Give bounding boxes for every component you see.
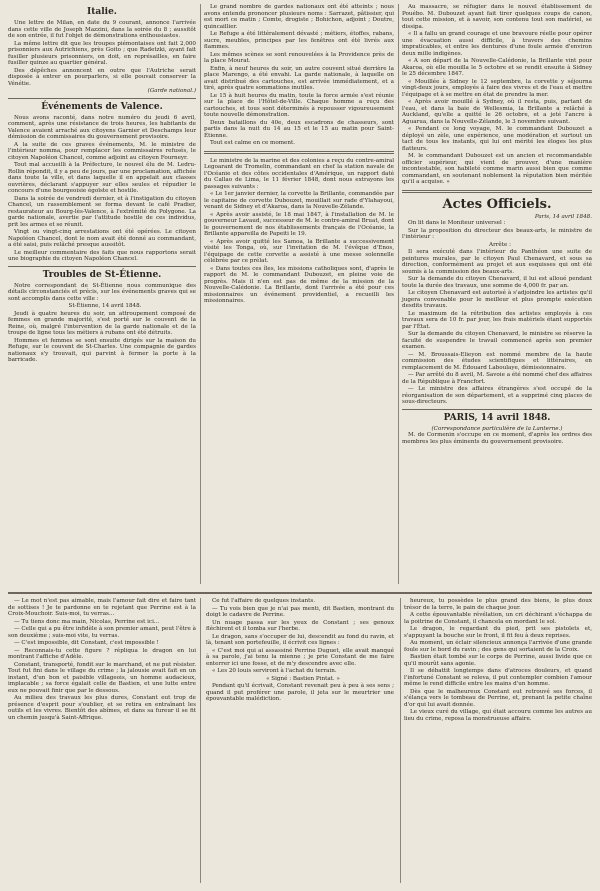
paragraph: La même lettre dit que les troupes piémontaises ont fait 2,000 prisonniers aux Autrichiens, près Goito ; que Radetzki, ayant fait fusiller plusieurs prisonniers, on doit, en représailles, en faire fusiller quinze au quartier général.: [8, 40, 196, 66]
paragraph: Le meilleur commentaire des faits que nous rapportons serait une biographie du citoyen Napoléon Chancel.: [8, 249, 196, 262]
paragraph: Notre correspondant de St-Étienne nous communique des détails circonstanciés et précis, sur les événements graves qui se sont accomplis dans cette ville :: [8, 282, 196, 302]
source-signature: (Garde national.): [147, 88, 196, 94]
subtitle: (Correspondance particulière de la Lanterne.): [431, 425, 563, 432]
paragraph: Le dragon, sans s'occuper de lui, descendit au fond du ravin, et là, tenant son portefeuille, il écrivit ces lignes :: [206, 633, 394, 646]
section-title-paris: PARIS, 14 avril 1848.: [443, 412, 551, 423]
paragraph: Le dragon, le regardant du pied, prit ses pistolets et, s'appuyant la bouche sur le front, il fit feu à deux reprises.: [404, 626, 592, 639]
paragraph: — Celle qui a pu être infidèle à son premier amant, peut l'être à son deuxième ; suis-moi vite, tu verras.: [8, 626, 196, 639]
paragraph: Jeudi à quatre heures du soir, un attroupement composé de femmes en grande majorité, s'est porté sur le couvent de la Reine, où, malgré l'intervention de la garde nationale et de la troupe de ligne tous les métiers à rubans ont été détruits.: [8, 310, 196, 336]
paragraph: Pendant qu'il écrivait, Constant revenait peu à peu à ses sens ; quand il put proférer une parole, il jeta sur le meurtrier une épouvantable malédiction.: [206, 683, 394, 702]
paragraph: « Après avoir quitté les Samoa, la Brillante a successivement visité les Tonga, où, sur l'invitation de M. l'évêque d'Enos, l'équipage de cette corvette a assisté à une messe solennelle célébrée par ce prélat.: [204, 238, 394, 264]
paragraph: Le citoyen Chenavard est autorisé à s'adjoindre les artistes qu'il jugera convenable pour le meilleur et plus prompte exécution desdits travaux.: [402, 290, 592, 309]
feuilleton-column-2: [206, 598, 394, 704]
paragraph: Il se débattit longtemps dans d'atroces douleurs, et quand l'infortuné Constant se releva, il put contempler combien l'amour même le rend difficile entre les mains d'un homme.: [404, 668, 592, 687]
paragraph: « Dans toutes ces îles, les missions catholiques sont, d'après le rapport de M. le commandant Dubouzet, en pleine voie de progrès. Mais il n'en est pas de même de la mission de la Nouvelle-Calédonie. La Brillante, dont l'arrivée a été pour ces missionnaires un événement providentiel, a recueilli les missionnaires.: [204, 265, 394, 304]
paragraph: Au milieu des travaux les plus dures, Constant eut trop de présence d'esprit pour s'oublier, et se retira en entraînant les outils et les vivres. Bientôt des abîmes, et dans sa fureur il se fit un chemin jusqu'à Saint-Affrique.: [8, 695, 196, 721]
column-3: [402, 4, 592, 446]
paragraph: Des dépêches annoncent en outre que l'Autriche serait disposée à entrer en pourparlers, si elle pouvait conserver la Vénétie.: [8, 67, 196, 87]
paragraph: Constant, transporté, fondit sur le marchand, et ne put résister. Tout fut fini dans le village du crime ; la jalousie avait fait en un instant, d'un bon et paisible villageois, un homme audacieux, implacable ; sa force égalait celle de Bastien, et une lutte entre eux ne pouvait finir que par le dessous.: [8, 661, 196, 694]
paragraph: « Pendant ce long voyage, M. le commandant Dubouzet a déployé un zèle, une expérience, une modération et surtout un tact de tous les instants, qui lui ont mérité les éloges les plus flatteurs.: [402, 126, 592, 152]
paragraph: A la suite de ces graves événements, M. le ministre de l'intérieur nomma, pour remplacer les commissaires refusés, le citoyen Napoléon Chancel, comme adjoint au citoyen Fourneyr.: [8, 141, 196, 161]
paragraph: Il sera exécuté dans l'intérieur du Panthéon une suite de peintures murales, par le citoyen Paul Chenavard, et sous sa direction, conformément au projet et aux esquisses qui ont été soumis à la commission des beaux-arts.: [402, 249, 592, 275]
paragraph: Les mêmes scènes se sont renouvelées à la Providence près de la place Mourat.: [204, 51, 394, 64]
paragraph: Tout est calme en ce moment.: [210, 140, 295, 146]
paragraph: « Le 1er janvier dernier, la corvette la Brillante, commandée par le capitaine de corvette Dubouzet, mouillait sur rade d'Ylahayoui, venant de Sidney et d'Akaroa, dans la Nouvelle-Zélande.: [204, 191, 394, 210]
divider: [8, 266, 196, 267]
paragraph: « Les 20 louis serviront à l'achat du terrain.: [212, 668, 337, 674]
paragraph: Le vieux curé du village, qui était accouru comme les autres au lieu du crime, reposa la monstrueuse affaire.: [404, 709, 592, 722]
paragraph: — Reconnais-tu cette figure ? répliqua le dragon en lui montrant l'affiche d'Adèle.: [8, 647, 196, 660]
paragraph: — Tu vois bien que je n'ai pas menti, dit Bastien, montrant du doigt le cadavre de Perrine.: [206, 605, 394, 618]
column-1: [8, 4, 196, 365]
paragraph: Le maximum de la rétribution des artistes employés à ces travaux sera de 10 fr. par jour, les frais matériels étant supportés par l'État.: [402, 310, 592, 330]
column-rule: [200, 4, 201, 584]
paragraph: « Mouillée à Sidney le 12 septembre, la corvette y séjourna vingt-deux jours, employés à faire des vivres et de l'eau et mettre l'équipage et à se mettre en état de prendre la mer.: [402, 78, 592, 98]
section-title-st-etienne: Troubles de St-Étienne.: [42, 269, 162, 280]
paragraph: Sur la demande du citoyen Chenavard, il lui est alloué pendant toute la durée des travaux, une somme de 4,000 fr. par an.: [402, 276, 592, 289]
paragraph: Sur la proposition du directeur des beaux-arts, le ministre de l'intérieur :: [402, 227, 592, 240]
paragraph: Dans la soirée de vendredi dernier, et à l'instigation du citoyen Chancel, un rassemblement se forma devant le café Pradier, restaurateur au Bourg-lès-Valence, à l'extrémité du Polygone. La garde nationale, avertie par l'attitude hostile de ces individus, prit les armes et se réunit.: [8, 195, 196, 228]
section-title-valence: Événements de Valence.: [41, 101, 163, 112]
paragraph: Deux bataillons du 40e, deux escadrons de chasseurs, sont partis dans la nuit du 14 au 15 et le 15 au matin pour Saint-Étienne.: [204, 119, 394, 139]
dateline: St-Étienne, 14 avril 1848.: [68, 303, 142, 309]
paragraph: — Par arrêté du 8 avril, M. Savoie a été nommé chef des affaires de la République à Francfort.: [402, 372, 592, 385]
paragraph: Hommes et femmes se sont ensuite dirigés sur la maison du Refuge, sur le couvent de St-Charles. Une compagnie de gardes nationaux s'y trouvait, qui parvint à fermer la porte à la barricade.: [8, 337, 196, 363]
column-rule: [200, 598, 201, 883]
paragraph: Une lettre de Milan, en date du 9 courant, annonce l'arrivée dans cette ville de Joseph Mazzini, dans la soirée du 8 ; aussitôt de son entrée, il fut l'objet de démonstrations enthousiastes.: [8, 20, 196, 39]
paragraph: On lit dans le Moniteur universel :: [408, 220, 506, 226]
dateline: Paris, 14 avril 1848.: [534, 213, 592, 220]
paragraph: « Il a fallu un grand courage et une bravoure réelle pour opérer une évacuation aussi difficile, à travers des chemins impraticables, et entre les dentures d'une foule armée d'environ deux mille indigènes.: [402, 31, 592, 57]
paragraph: Enfin, à neuf heures du soir, un autre couvent situé derrière la place Marengo, a été envahi. La garde nationale, à laquelle on avait distribué des cartouches, est arrivée immédiatement, et a tiré, après quatre sommations inutiles.: [204, 65, 394, 91]
paragraph: Le 15 à huit heures du matin, toute la force armée s'est réunie sur la place de l'Hôtel-de-Ville. Chaque homme a reçu des cartouches, et tous sont déterminés à repousser vigoureusement toute nouvelle démonstration.: [204, 92, 394, 118]
column-rule: [400, 598, 401, 883]
paragraph: Dès que le malheureux Constant eut retrouvé ses forces, il s'élança vers le tombeau de Perrine, et, prenant la petite chaîne d'or qui lui avait donnée.: [404, 688, 592, 708]
paragraph: Arrête :: [489, 241, 511, 248]
divider: [204, 151, 394, 154]
paragraph: A cette épouvantable révélation, un cri déchirant s'échappa de la poitrine de Constant, il chancela en mordant le sol.: [404, 612, 592, 625]
paragraph: « Après avoir mouillé à Sydney, où il resta, puis, partant de l'eau, et dans la baie de Wellesmia, la Brillante a relâché à Auckland, qu'elle a quitté le 26 octobre, et a jeté l'ancre à Aguarua, dans la Nouvelle-Zélande, le 3 novembre suivant.: [402, 99, 592, 125]
paragraph: — Le ministre des affaires étrangères s'est occupé de la réorganisation de son département, et a supprimé cinq places de sous-directeurs.: [402, 386, 592, 405]
section-title-italie: Italie.: [87, 7, 117, 17]
column-rule: [398, 4, 399, 584]
paragraph: Le Refuge a été littéralement dévasté ; métiers, étoffes, rabans, sucre, meubles, principes par les fenêtres ont été livrés aux flammes.: [204, 31, 394, 50]
paragraph: Sur la demande du citoyen Chenavard, le ministre se réserve la faculté de suspendre le travail commencé après son premier examen.: [402, 331, 592, 350]
signature-line: « Signé : Bastien Pintat. »: [266, 675, 340, 682]
divider: [402, 190, 592, 193]
paragraph: — Le mot n'est pas aimable, mais l'amour fait dire et faire tant de sottises ! Je te pardonne en te rejetant que Perrine est à la Croix-Mouchoir. Suis-moi, tu verras...: [8, 598, 196, 617]
paragraph: Ce fut l'affaire de quelques instants.: [212, 598, 316, 604]
paragraph: Tout mal accueilli à la Préfecture, le nouvel élu de M. Ledru-Rollin répondit, il y a peu de jours, par une proclamation, affichée dans toute la ville, et dans laquelle il en appelait aux classes ouvrières, déclarant s'appuyer sur elles seules et répudier le concours d'une bourgeoisie égoïste et hostile.: [8, 162, 196, 194]
paragraph: Un nuage passa sur les yeux de Constant ; ses genoux fléchirent et il tomba sur l'herbe.: [206, 619, 394, 632]
paragraph: Le grand nombre de gardes nationaux ont été atteints ; nous avons entendu prononcer plusieurs noms : Sarrazet, pâtissier, qui est mort ce matin ; Comte, drogiste ; Bohichon, adjoint ; Doutre, quincaillier.: [204, 4, 394, 30]
column-2: [204, 4, 394, 306]
paragraph: — Tu tiens donc ma main, Nicolas, Perrine est ici...: [14, 618, 160, 625]
divider: [402, 409, 592, 410]
paragraph: Nous avons raconté, dans notre numéro du jeudi 6 avril, comment, après une résistance de trois heures, les habitants de Valence avaient arraché aux citoyens Garnier et Deschamps leur démission de commissaires du gouvernement provisoire.: [8, 114, 196, 140]
paragraph: M. le commandant Dubouzet est un ancien et recommandable officier supérieur, qui vient de prouver, d'une manière incontestable, son habileté comme marin aussi bien que comme commandant, en soutenant noblement la réputation bien méritée qu'il a acquise. »: [402, 153, 592, 185]
paragraph: Vingt ou vingt-cinq arrestations ont été opérées. Le citoyen Napoléon Chancel, dont le nom avait été donné au commandant, a été saisi, puis relâché presque aussitôt.: [8, 229, 196, 248]
paragraph: Au massacre, se réfugier dans le nouvel établissement de Pouébo. M. Dubouzet ayant fait tirer quelques coups de canon, tout cette mission, et à savoir, son contenu tout son matériel, se dissipa.: [402, 4, 592, 30]
paragraph: « A son départ de la Nouvelle-Calédonie, la Brillante vint pour Akaroa, où elle mouilla le 5 octobre et se rendit ensuite à Sidney le 25 décembre 1847.: [402, 58, 592, 77]
feuilleton-column-1: [8, 598, 196, 722]
feuilleton-separator: [8, 592, 592, 594]
paragraph: « C'est moi qui ai assassiné Perrine Duguet, elle avait manqué à sa parole, j'ai tenu la mienne ; je prie Constant de me faire enterrer ici une fosse, et de m'y descendre avec elle.: [206, 647, 394, 667]
paragraph: M. de Cormenin s'occupe en ce moment, d'après les ordres des membres les plus éminents du gouvernement provisoire.: [402, 432, 592, 445]
paragraph: Le ministre de la marine et des colonies a reçu du contre-amiral Legoarant de Tromelin, commandant en chef la station navale de l'Océanie et des côtes occidentales d'Amérique, un rapport daté du Callao de Lima, le 11 février 1848, dont nous extrayons les passages suivants :: [204, 157, 394, 190]
feuilleton-column-3: [404, 598, 592, 723]
paragraph: heureux, tu possèdes le plus grand des biens, le plus doux trésor de la terre, le pain de chaque jour.: [404, 598, 592, 611]
paragraph: — C'est impossible, dit Constant, c'est impossible !: [14, 640, 159, 646]
paragraph: — M. Broussais-Elieyon est nommé membre de la haute commission des études scientifiques et littéraires, en remplacement de M. Édouard Laboulaye, démissionnaire.: [402, 351, 592, 371]
paragraph: « Après avoir assisté, le 18 mai 1847, à l'installation de M. le gouverneur Lavaud, successeur de M. le contre-amiral Bruat, dont le gouvernement de nos établissements français de l'Océanie, la Brillante appareilla de Papeiti le 19.: [204, 211, 394, 237]
section-title-actes-officiels: Actes Officiels.: [442, 196, 552, 212]
paragraph: Au moment, un éclair silencieux annonça l'arrivée d'une grande foule sur le bord du ravin ; des gens qui sortaient de la Croix.: [404, 640, 592, 653]
divider: [8, 98, 196, 99]
paragraph: Bastien était tombé sur le corps de Perrine, aussi livide que ce qu'il mourût sans agonie.: [404, 654, 592, 667]
